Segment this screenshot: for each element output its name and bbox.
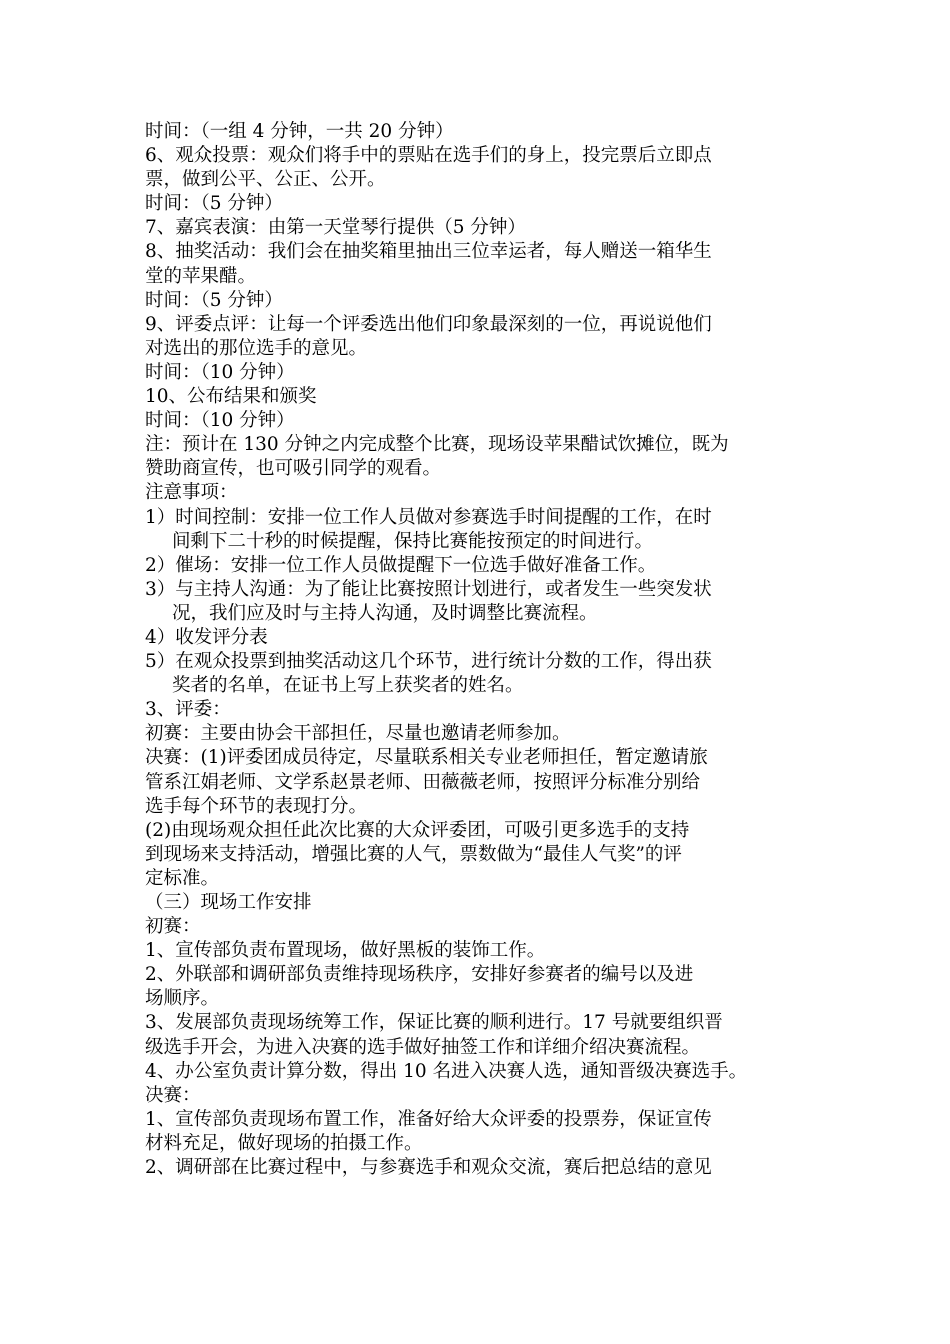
text-line: 1）时间控制：安排一位工作人员做对参赛选手时间提醒的工作，在时 xyxy=(145,506,712,528)
text-line: 3、发展部负责现场统筹工作，保证比赛的顺利进行。17 号就要组织晋 xyxy=(145,1012,723,1034)
text-line: 初赛： xyxy=(145,916,201,938)
text-line: 初赛：主要由协会干部担任，尽量也邀请老师参加。 xyxy=(145,723,571,745)
text-line: 2）催场：安排一位工作人员做提醒下一位选手做好准备工作。 xyxy=(145,554,657,576)
text-line: 对选出的那位选手的意见。 xyxy=(145,337,368,359)
text-line: 场顺序。 xyxy=(145,988,220,1010)
text-line: 管系江娟老师、文学系赵景老师、田薇薇老师，按照评分标准分别给 xyxy=(145,771,701,793)
text-line: 到现场来支持活动，增强比赛的人气，票数做为“最佳人气奖”的评 xyxy=(145,843,682,865)
text-line: 奖者的名单，在证书上写上获奖者的姓名。 xyxy=(172,675,524,697)
text-line: 2、外联部和调研部负责维持现场秩序，安排好参赛者的编号以及进 xyxy=(145,964,694,986)
text-line: 级选手开会，为进入决赛的选手做好抽签工作和详细介绍决赛流程。 xyxy=(145,1036,701,1058)
text-line: 况，我们应及时与主持人沟通，及时调整比赛流程。 xyxy=(172,602,598,624)
text-line: 8、抽奖活动：我们会在抽奖箱里抽出三位幸运者，每人赠送一箱华生 xyxy=(145,241,712,263)
text-line: 3、评委： xyxy=(145,699,231,721)
text-line: 6、观众投票：观众们将手中的票贴在选手们的身上，投完票后立即点 xyxy=(145,145,712,167)
text-line: 1、宣传部负责布置现场，做好黑板的装饰工作。 xyxy=(145,940,546,962)
text-line: 时间：（5 分钟） xyxy=(145,193,283,215)
text-line: 决赛： xyxy=(145,1084,201,1106)
text-line: 9、评委点评：让每一个评委选出他们印象最深刻的一位，再说说他们 xyxy=(145,313,712,335)
text-line: 10、公布结果和颁奖 xyxy=(145,386,317,408)
text-line: 时间：（5 分钟） xyxy=(145,289,283,311)
text-line: 材料充足，做好现场的拍摄工作。 xyxy=(145,1132,423,1154)
text-line: （三）现场工作安排 xyxy=(145,892,312,913)
text-line: 赞助商宣传，也可吸引同学的观看。 xyxy=(145,458,442,480)
text-line: 4、办公室负责计算分数，得出 10 名进入决赛人选，通知晋级决赛选手。 xyxy=(145,1060,748,1082)
text-line: 时间：（10 分钟） xyxy=(145,410,295,432)
text-line: 7、嘉宾表演：由第一天堂琴行提供（5 分钟） xyxy=(145,217,526,239)
text-line: 定标准。 xyxy=(145,867,220,889)
text-line: 4）收发评分表 xyxy=(145,626,268,648)
text-line: 堂的苹果醋。 xyxy=(145,265,257,287)
text-line: 2、调研部在比赛过程中，与参赛选手和观众交流，赛后把总结的意见 xyxy=(145,1157,712,1179)
text-line: 注意事项： xyxy=(145,482,238,504)
text-line: 时间：（一组 4 分钟，一共 20 分钟） xyxy=(145,121,454,142)
text-line: 票，做到公平、公正、公开。 xyxy=(145,169,386,191)
text-line: 1、宣传部负责现场布置工作，准备好给大众评委的投票券，保证宣传 xyxy=(145,1108,712,1130)
text-line: 注：预计在 130 分钟之内完成整个比赛，现场设苹果醋试饮摊位，既为 xyxy=(145,434,729,456)
text-line: 决赛：(1)评委团成员待定，尽量联系相关专业老师担任，暂定邀请旅 xyxy=(145,747,708,769)
document-page xyxy=(145,120,820,1180)
text-line: 选手每个环节的表现打分。 xyxy=(145,795,368,817)
text-line: 5）在观众投票到抽奖活动这几个环节，进行统计分数的工作，得出获 xyxy=(145,651,712,673)
text-line: (2)由现场观众担任此次比赛的大众评委团，可吸引更多选手的支持 xyxy=(145,819,690,841)
text-line: 间剩下二十秒的时候提醒，保持比赛能按预定的时间进行。 xyxy=(172,530,654,552)
text-line: 3）与主持人沟通：为了能让比赛按照计划进行，或者发生一些突发状 xyxy=(145,578,712,600)
text-line: 时间：（10 分钟） xyxy=(145,361,295,383)
